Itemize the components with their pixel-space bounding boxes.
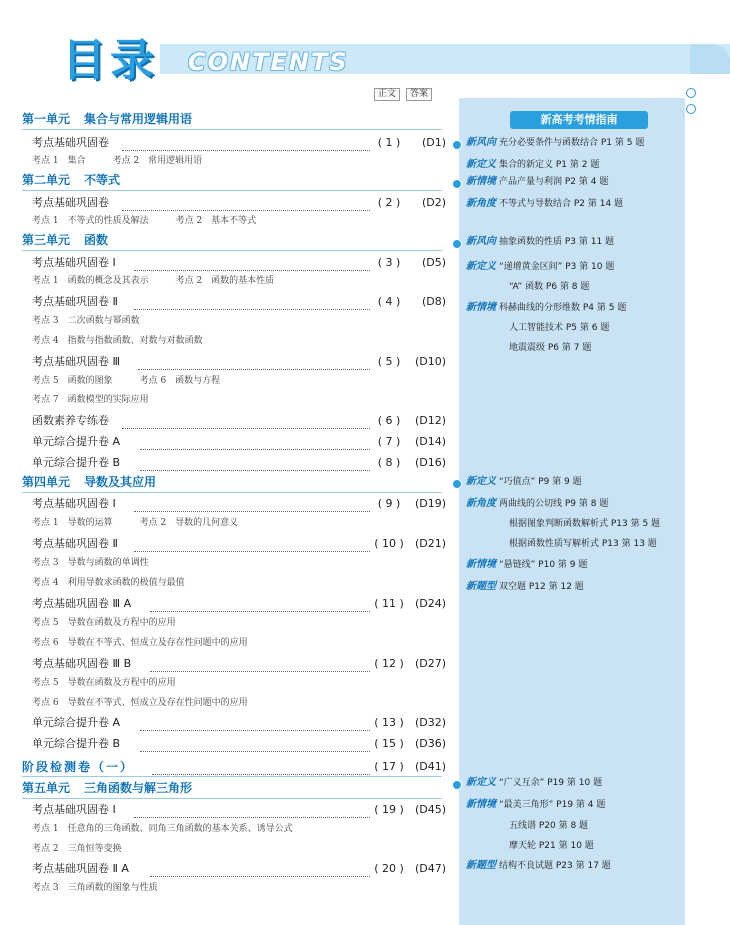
divider xyxy=(22,190,442,191)
point-line: 考点 5 函数的图象 考点 6 函数与方程 xyxy=(32,376,221,386)
unit-topic: 三角函数与解三角形 xyxy=(84,781,193,795)
bullet-dot xyxy=(452,479,462,489)
divider xyxy=(22,492,442,493)
guide-item xyxy=(466,137,644,149)
guide-item-text: 五线谱 P20 第 8 题 xyxy=(509,821,589,831)
guide-item xyxy=(466,777,602,789)
point-line: 考点 3 二次函数与幂函数 xyxy=(32,316,140,326)
page-title: 目录 xyxy=(62,35,158,86)
guide-item-text: 不等式与导数结合 P2 第 14 题 xyxy=(499,199,624,209)
unit-name: 第五单元 xyxy=(22,781,71,795)
tag-answer: 答案 xyxy=(406,88,432,101)
entry-answer-page: (D2) xyxy=(421,196,446,209)
toc-entry[interactable] xyxy=(22,456,446,470)
leader-dots xyxy=(134,497,370,512)
page-subtitle: CONTENTS xyxy=(188,48,349,76)
point-line: 考点 1 不等式的性质及解法 考点 2 基本不等式 xyxy=(32,216,257,226)
point-line: 考点 3 导数与函数的单调性 xyxy=(32,558,149,568)
toc-entry[interactable] xyxy=(22,295,446,309)
guide-item-text: 地震震级 P6 第 7 题 xyxy=(509,343,592,353)
tag-tixing: 新题型 xyxy=(466,581,496,592)
unit-name: 第一单元 xyxy=(22,112,71,126)
toc-entry[interactable] xyxy=(22,355,446,369)
guide-item-text: 充分必要条件与函数结合 P1 第 5 题 xyxy=(499,138,645,148)
leader-dots xyxy=(140,435,370,450)
leader-dots xyxy=(122,136,370,151)
tag-jiaodu: 新角度 xyxy=(466,498,496,509)
tag-qingjing: 新情境 xyxy=(466,176,496,187)
guide-item-text: 科赫曲线的分形维数 P4 第 5 题 xyxy=(499,303,627,313)
entry-label: 考点基础巩固卷 Ⅱ A xyxy=(32,862,129,875)
unit-name: 第二单元 xyxy=(22,173,71,187)
toc-entry[interactable] xyxy=(22,862,446,876)
leader-dots xyxy=(138,355,370,370)
toc-entry[interactable] xyxy=(22,716,446,730)
divider xyxy=(22,798,442,799)
guide-item-text: “最美三角形” P19 第 4 题 xyxy=(499,800,606,810)
entry-page: ( 17 ) xyxy=(374,760,404,773)
entry-answer-page: (D27) xyxy=(414,657,446,670)
toc-entry[interactable] xyxy=(22,760,446,774)
point-line: 考点 5 导数在函数及方程中的应用 xyxy=(32,678,176,688)
guide-item xyxy=(466,261,614,273)
guide-item-text: 集合的新定义 P1 第 2 题 xyxy=(499,160,600,170)
entry-page: ( 2 ) xyxy=(377,196,401,209)
entry-answer-page: (D16) xyxy=(414,456,446,469)
leader-dots xyxy=(122,414,370,429)
decor-dot xyxy=(686,104,696,114)
toc-entry[interactable] xyxy=(22,136,446,150)
entry-answer-page: (D24) xyxy=(414,597,446,610)
entry-page: ( 3 ) xyxy=(377,256,401,269)
leader-dots xyxy=(134,256,370,271)
point-line: 考点 7 函数模型的实际应用 xyxy=(32,395,149,405)
entry-page: ( 12 ) xyxy=(374,657,404,670)
tag-qingjing: 新情境 xyxy=(466,799,496,810)
tag-text: 正文 xyxy=(374,88,400,101)
guide-item-text: 抽象函数的性质 P3 第 11 题 xyxy=(499,237,615,247)
bullet-dot xyxy=(452,179,462,189)
guide-title: 新高考考情指南 xyxy=(510,111,648,129)
toc-entry[interactable] xyxy=(22,435,446,449)
tag-fengxiang: 新风向 xyxy=(466,236,496,247)
guide-item-text: 双空题 P12 第 12 题 xyxy=(499,582,584,592)
guide-item-text: “广义互余” P19 第 10 题 xyxy=(499,778,603,788)
tag-dingyi: 新定义 xyxy=(466,159,496,170)
entry-answer-page: (D10) xyxy=(414,355,446,368)
point-line: 考点 2 三角恒等变换 xyxy=(32,844,122,854)
toc-entry[interactable] xyxy=(22,256,446,270)
entry-label: 单元综合提升卷 A xyxy=(32,716,121,729)
guide-item xyxy=(466,159,599,171)
leader-dots xyxy=(134,295,370,310)
entry-answer-page: (D8) xyxy=(421,295,446,308)
entry-page: ( 5 ) xyxy=(377,355,401,368)
entry-page: ( 1 ) xyxy=(377,136,401,149)
entry-label: 单元综合提升卷 A xyxy=(32,435,121,448)
bullet-dot xyxy=(452,780,462,790)
point-line: 考点 1 函数的概念及其表示 考点 2 函数的基本性质 xyxy=(32,276,275,286)
guide-item xyxy=(466,236,614,248)
entry-label: 考点基础巩固卷 Ⅲ A xyxy=(32,597,132,610)
entry-answer-page: (D12) xyxy=(414,414,446,427)
entry-label: 单元综合提升卷 B xyxy=(32,737,121,750)
entry-answer-page: (D1) xyxy=(421,136,446,149)
guide-item xyxy=(466,559,587,571)
column-tags xyxy=(374,88,438,101)
guide-item-text: 根据图象判断函数解析式 P13 第 5 题 xyxy=(509,519,661,529)
guide-item-text: “悬链线” P10 第 9 题 xyxy=(499,560,588,570)
guide-item xyxy=(466,498,608,510)
entry-answer-page: (D19) xyxy=(414,497,446,510)
tag-qingjing: 新情境 xyxy=(466,559,496,570)
entry-label: 考点基础巩固卷 xyxy=(32,196,109,209)
toc-entry[interactable] xyxy=(22,597,446,611)
leader-dots xyxy=(122,196,370,211)
tag-fengxiang: 新风向 xyxy=(466,137,496,148)
entry-label: 考点基础巩固卷 Ⅰ xyxy=(32,803,116,816)
guide-item-text: “A” 函数 P6 第 8 题 xyxy=(509,282,590,292)
point-line: 考点 1 任意角的三角函数、同角三角函数的基本关系、诱导公式 xyxy=(32,824,293,834)
toc-entry[interactable] xyxy=(22,414,446,428)
leader-dots xyxy=(150,862,370,877)
entry-label: 考点基础巩固卷 Ⅲ xyxy=(32,355,121,368)
entry-answer-page: (D21) xyxy=(414,537,446,550)
entry-page: ( 6 ) xyxy=(377,414,401,427)
point-line: 考点 6 导数在不等式、恒成立及存在性问题中的应用 xyxy=(32,638,248,648)
divider xyxy=(22,250,442,251)
unit-heading xyxy=(22,780,442,796)
unit-topic: 集合与常用逻辑用语 xyxy=(84,112,193,126)
unit-topic: 函数 xyxy=(84,233,109,247)
guide-item xyxy=(466,799,605,811)
bullet-dot xyxy=(452,140,462,150)
guide-item-text: “递增黄金区间” P3 第 10 题 xyxy=(499,262,615,272)
entry-label: 函数素养专练卷 xyxy=(32,414,109,427)
entry-label: 考点基础巩固卷 Ⅱ xyxy=(32,295,118,308)
guide-item xyxy=(466,476,582,488)
entry-answer-page: (D32) xyxy=(414,716,446,729)
unit-heading xyxy=(22,474,442,490)
guide-item-text: 两曲线的公切线 P9 第 8 题 xyxy=(499,499,609,509)
leader-dots xyxy=(152,760,370,775)
unit-name: 第四单元 xyxy=(22,475,71,489)
tag-dingyi: 新定义 xyxy=(466,777,496,788)
point-line: 考点 3 三角函数的图象与性质 xyxy=(32,883,158,893)
entry-label: 考点基础巩固卷 xyxy=(32,136,109,149)
leader-dots xyxy=(140,456,370,471)
leader-dots xyxy=(140,737,370,752)
guide-item xyxy=(466,581,584,593)
tag-dingyi: 新定义 xyxy=(466,476,496,487)
leader-dots xyxy=(150,597,370,612)
guide-item-text: 人工智能技术 P5 第 6 题 xyxy=(509,323,610,333)
point-line: 考点 6 导数在不等式、恒成立及存在性问题中的应用 xyxy=(32,698,248,708)
unit-name: 第三单元 xyxy=(22,233,71,247)
entry-page: ( 9 ) xyxy=(377,497,401,510)
toc-entry[interactable] xyxy=(22,737,446,751)
leader-dots xyxy=(140,716,370,731)
unit-topic: 导数及其应用 xyxy=(84,475,157,489)
entry-page: ( 8 ) xyxy=(377,456,401,469)
toc-entry[interactable] xyxy=(22,537,446,551)
entry-label: 考点基础巩固卷 Ⅲ B xyxy=(32,657,132,670)
entry-page: ( 4 ) xyxy=(377,295,401,308)
entry-page: ( 13 ) xyxy=(374,716,404,729)
leader-dots xyxy=(150,657,370,672)
tag-dingyi: 新定义 xyxy=(466,261,496,272)
leader-dots xyxy=(134,803,370,818)
guide-item xyxy=(466,176,608,188)
point-line: 考点 4 指数与指数函数、对数与对数函数 xyxy=(32,336,203,346)
unit-topic: 不等式 xyxy=(84,173,121,187)
point-line: 考点 5 导数在函数及方程中的应用 xyxy=(32,618,176,628)
entry-answer-page: (D41) xyxy=(414,760,446,773)
toc-entry[interactable] xyxy=(22,497,446,511)
guide-item xyxy=(466,198,623,210)
decor-dot xyxy=(686,88,696,98)
unit-heading xyxy=(22,172,442,188)
guide-item-text: 结构不良试题 P23 第 17 题 xyxy=(499,861,611,871)
stage-test-label: 阶段检测卷（一） xyxy=(22,760,135,774)
toc-entry[interactable] xyxy=(22,196,446,210)
entry-page: ( 15 ) xyxy=(374,737,404,750)
tag-jiaodu: 新角度 xyxy=(466,198,496,209)
entry-answer-page: (D14) xyxy=(414,435,446,448)
unit-heading xyxy=(22,111,442,127)
divider xyxy=(22,776,442,777)
point-line: 考点 1 导数的运算 考点 2 导数的几何意义 xyxy=(32,518,239,528)
entry-answer-page: (D45) xyxy=(414,803,446,816)
entry-label: 考点基础巩固卷 Ⅰ xyxy=(32,497,116,510)
bullet-dot xyxy=(452,239,462,249)
entry-label: 考点基础巩固卷 Ⅱ xyxy=(32,537,118,550)
guide-item-text: 根据函数性质写解析式 P13 第 13 题 xyxy=(509,539,657,549)
entry-label: 单元综合提升卷 B xyxy=(32,456,121,469)
entry-page: ( 10 ) xyxy=(374,537,404,550)
entry-answer-page: (D5) xyxy=(421,256,446,269)
guide-item xyxy=(466,302,626,314)
tag-tixing: 新题型 xyxy=(466,860,496,871)
unit-heading xyxy=(22,232,442,248)
entry-answer-page: (D36) xyxy=(414,737,446,750)
toc-entry[interactable] xyxy=(22,657,446,671)
tag-qingjing: 新情境 xyxy=(466,302,496,313)
divider xyxy=(22,129,442,130)
toc-entry[interactable] xyxy=(22,803,446,817)
entry-answer-page: (D47) xyxy=(414,862,446,875)
entry-page: ( 7 ) xyxy=(377,435,401,448)
point-line: 考点 4 利用导数求函数的极值与最值 xyxy=(32,578,185,588)
guide-item-text: 产品产量与利润 P2 第 4 题 xyxy=(499,177,609,187)
point-line: 考点 1 集合 考点 2 常用逻辑用语 xyxy=(32,156,203,166)
entry-page: ( 11 ) xyxy=(374,597,404,610)
entry-page: ( 19 ) xyxy=(374,803,404,816)
leader-dots xyxy=(134,537,370,552)
entry-label: 考点基础巩固卷 Ⅰ xyxy=(32,256,116,269)
guide-item-text: “巧值点” P9 第 9 题 xyxy=(499,477,582,487)
guide-item-text: 摩天轮 P21 第 10 题 xyxy=(509,841,594,851)
entry-page: ( 20 ) xyxy=(374,862,404,875)
guide-item xyxy=(466,860,611,872)
